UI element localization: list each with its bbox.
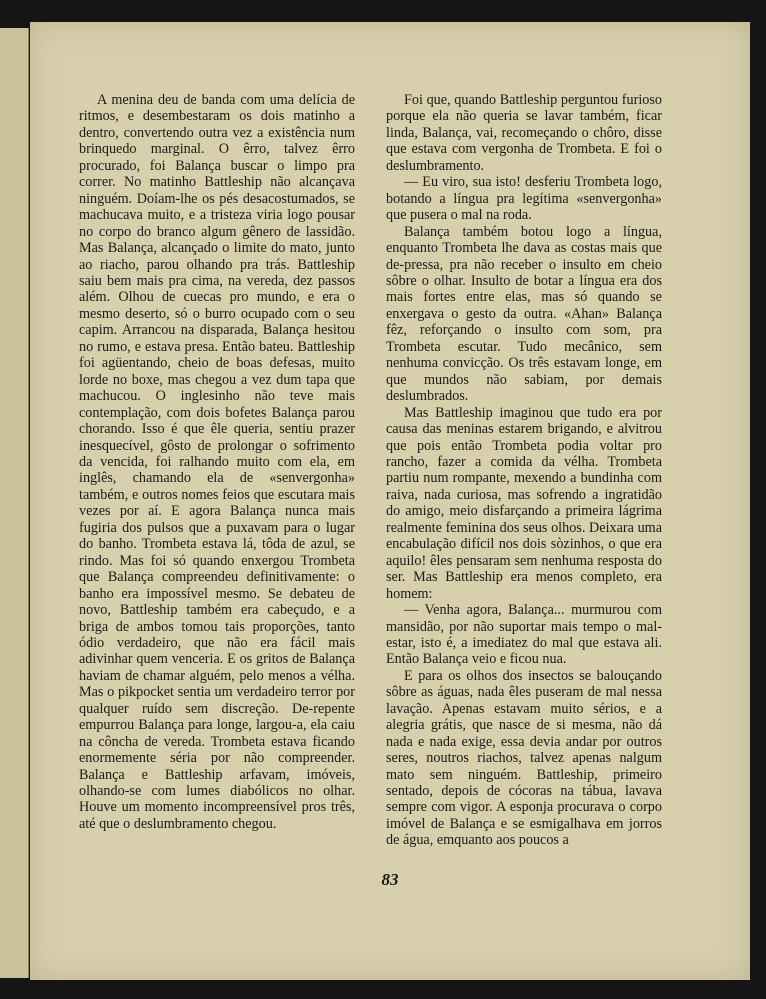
paragraph: Balança também botou logo a língua, enquanto Trombeta lhe dava as costas mais que de-pressa, pra não receber o insulto em cheio sôbre o olhar. Insulto de botar a língua era dos mais fortes entre elas, mas só quando se enxergava o gesto da outra. «Ahan» Balança fêz, reforçando o insulto com som, pra Trombeta escutar. Tudo mecânico, sem nenhuma convicção. Os três estavam longe, em que mundos não sabiam, por demais deslumbrados. xyxy=(386,223,662,405)
paragraph: Foi que, quando Battleship perguntou furioso porque ela não queria se lavar também, ficar linda, Balança, vai, recomeçando o chôro, disse que estava com vergonha de Trombeta. E foi o deslumbramento. xyxy=(386,92,662,174)
paragraph: A menina deu de banda com uma delícia de ritmos, e desembestaram os dois matinho a dentro, convertendo outra vez a existência num brinquedo marginal. O êrro, talvez êrro procurado, foi Balança buscar o limpo pra correr. No matinho Battleship não alcançava ninguém. Doíam-lhe os pés desacostumados, se machucava muito, e a tristeza viria logo pousar no corpo do branco algum gênero de lassidão. Mas Balança, alcançado o limite do mato, junto ao riacho, parou olhando pra trás. Battleship saiu bem mais pra cima, na vereda, dez passos além. Olhou de cuecas pro mundo, e era o mesmo deserto, só o burro ocupado com o seu capim. Arrancou na disparada, Balança hesitou no rumo, e estava presa. Então bateu. Battleship foi agüentando, cheio de boas defesas, muito lorde no boxe, mas chegou a vez dum tapa que machucou. O inglesinho não teve mais contemplação, com dois bofetes Balança parou chorando. Isso é que êle queria, sentiu prazer inesquecível, gôsto de prolongar o sofrimento da vencida, foi ralhando muito com ela, em inglês, chamando ela de «senvergonha» também, e outros nomes feios que escutara mais vezes por aí. E agora Balança nunca mais fugiria dos pulsos que a puxavam para o lugar do banho. Trombeta estava lá, tôda de azul, se rindo. Mas foi só quando enxergou Trombeta que Balança compreendeu definitivamente: o banho era impossível mesmo. Se debateu de novo, Battleship também era cabeçudo, e a briga de ambos tomou tais proporções, tanto ódio verdadeiro, que não era fácil mais adivinhar quem venceria. E os gritos de Balança haviam de chamar alguém, pelo menos a vélha. Mas o pikpocket sentia um verdadeiro terror por qualquer ruído sem discreção. De-repente empurrou Balança para longe, largou-a, ela caiu na côncha de vereda. Trombeta estava ficando enormemente séria por não compreender. Balança e Battleship arfavam, imóveis, olhando-se com lumes diabólicos no olhar. Houve um momento incompreensível pros três, até que o deslumbramento chegou. xyxy=(79,92,355,832)
left-column xyxy=(79,92,355,832)
paragraph: Mas Battleship imaginou que tudo era por causa das meninas estarem brigando, e alvitrou que pois então Trombeta podia voltar pro rancho, fazer a comida da vélha. Trombeta partiu num rompante, mexendo a bundinha com raiva, nada curiosa, mas sofrendo a ingratidão do amigo, meio disfarçando a primeira lágrima realmente feminina dos seus olhos. Deixara uma encabulação difícil nos dois sòzinhos, o que era aquilo! êles pensaram sem nenhuma resposta do ser. Mas Battleship era menos completo, era homem: xyxy=(386,404,662,602)
paragraph: — Venha agora, Balança... murmurou com mansidão, por não suportar mais tempo o mal-estar, isto é, a imediatez do mal que estava ali. Então Balança veio e ficou nua. xyxy=(386,602,662,668)
book-page xyxy=(30,22,750,980)
previous-page-edge xyxy=(0,28,29,978)
paragraph: — Eu viro, sua isto! desferiu Trombeta logo, botando a língua pra legítima «senvergonha» que pusera o mal na roda. xyxy=(386,174,662,224)
right-column xyxy=(386,92,662,849)
page-number: 83 xyxy=(381,870,399,889)
paragraph: E para os olhos dos insectos se balouçando sôbre as águas, nada êles puseram de mal nessa lavação. Apenas estavam muito sérios, e a alegria grátis, que nasce de si mesma, não dá nada e nada exige, essa devia andar por outros seres, noutros riachos, talvez apenas nalgum mato sem ninguém. Battleship, primeiro sentado, depois de cócoras na tábua, lavava sempre com vigor. A esponja procurava o corpo imóvel de Balança e se esmigalhava em jorros de água, emquanto aos poucos a xyxy=(386,667,662,849)
